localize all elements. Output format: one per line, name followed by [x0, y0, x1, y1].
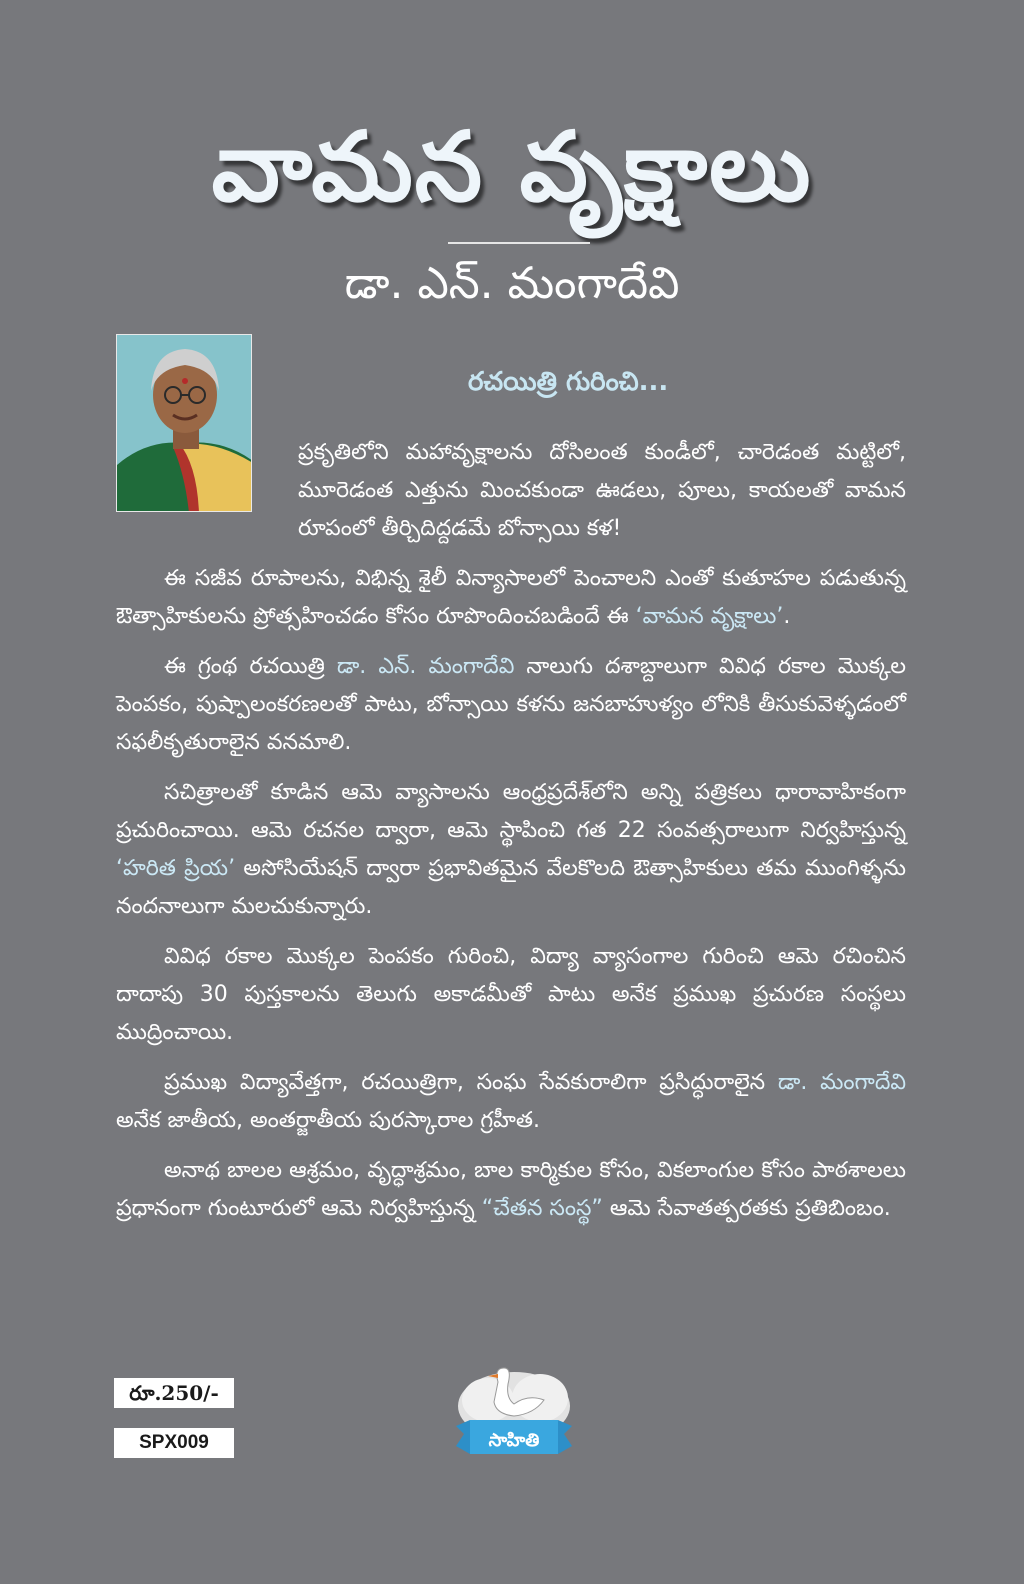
paragraph-3: ఈ గ్రంథ రచయిత్రి డా. ఎన్. మంగాదేవి నాలుగు దశాబ్దాలుగా వివిధ రకాల మొక్కల పెంపకం, పుష్పాలంకరణలతో పాటు, బోన్సాయి కళను జనబాహుళ్యం లోనికి తీసుకువెళ్ళడంలో సఫలీకృతురాలైన వనమాలి. — [116, 654, 906, 755]
paragraph-5: వివిధ రకాల మొక్కల పెంపకం గురించి, విద్యా వ్యాసంగాల గురించి ఆమె రచించిన దాదాపు 30 పుస్తకాలను తెలుగు అకాడమీతో పాటు అనేక ప్రముఖ ప్రచురణ సంస్థలు ముద్రించాయి. — [116, 944, 906, 1045]
price-label: రూ.250/- — [114, 1378, 234, 1408]
title-divider — [448, 242, 590, 244]
paragraph-1: ప్రకృతిలోని మహావృక్షాలను దోసిలంత కుండీలో, చారెడంత మట్టిలో, మూరెడంత ఎత్తును మించకుండా ఊడలు, పూలు, కాయలతో వామన రూపంలో తీర్చిదిద్దడమే బోన్సాయి కళ! — [298, 440, 906, 541]
book-title: వామన వృక్షాలు — [211, 111, 813, 223]
paragraph-6: ప్రముఖ విద్యావేత్తగా, రచయిత్రిగా, సంఘ సేవకురాలిగా ప్రసిద్ధురాలైన డా. మంగాదేవి అనేక జాతీయ, అంతర్జాతీయ పురస్కారాల గ్రహీత. — [116, 1070, 906, 1133]
paragraph-2: ఈ సజీవ రూపాలను, విభిన్న శైలీ విన్యాసాలలో పెంచాలని ఎంతో కుతూహల పడుతున్న ఔత్సాహికులను ప్రోత్సహించడం కోసం రూపొందించబడిందే ఈ ‘వామన వృక్షాలు’. — [116, 566, 906, 629]
about-author-text — [116, 434, 906, 1240]
publisher-logo-label: సాహితి — [488, 1430, 540, 1451]
paragraph-4: సచిత్రాలతో కూడిన ఆమె వ్యాసాలను ఆంధ్రప్రదేశ్‌లోని అన్ని పత్రికలు ధారావాహికంగా ప్రచురించాయి. ఆమె రచనల ద్వారా, ఆమె స్థాపించి గత 22 సంవత్సరాలుగా నిర్వహిస్తున్న ‘హరిత ప్రియ’ అసోసియేషన్ ద్వారా ప్రభావితమైన వేలకొలది ఔత్సాహికులు తమ ముంగిళ్ళను నందనాలుగా మలచుకున్నారు. — [116, 780, 906, 919]
paragraph-7: అనాథ బాలల ఆశ్రమం, వృద్ధాశ్రమం, బాల కార్మికుల కోసం, వికలాంగుల కోసం పాఠశాలలు ప్రధానంగా గుంటూరులో ఆమె నిర్వహిస్తున్న “చేతన సంస్థ” ఆమె సేవాతత్పరతకు ప్రతిబింబం. — [116, 1158, 906, 1221]
book-code: SPX009 — [114, 1428, 234, 1458]
author-name: డా. ఎన్. మంగాదేవి — [344, 258, 680, 309]
section-heading-about-author: రచయిత్రి గురించి... — [468, 367, 669, 397]
